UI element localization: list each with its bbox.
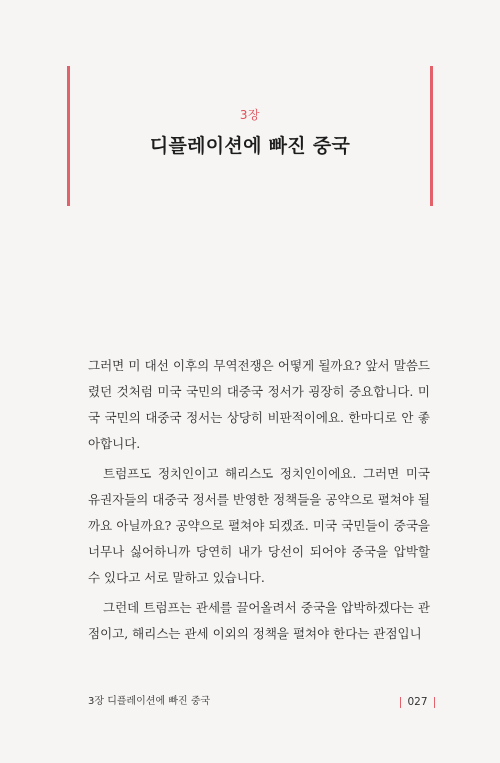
running-title: 3장 디플레이션에 빠진 중국 xyxy=(88,696,211,707)
chapter-rule-right xyxy=(430,66,433,206)
body-text xyxy=(88,353,430,651)
chapter-label: 3장 xyxy=(239,108,261,122)
page-number-bar-right xyxy=(434,697,436,708)
chapter-header xyxy=(70,105,430,159)
paragraph: 그런데 트럼프는 관세를 끌어올려서 중국을 압박하겠다는 관점이고, 해리스는 관세 이외의 정책을 펼쳐야 한다는 관점입니 xyxy=(88,600,430,641)
chapter-title: 디플레이션에 빠진 중국 xyxy=(149,135,351,157)
paragraph: 트럼프도 정치인이고 해리스도 정치인이에요. 그러면 미국 유권자들의 대중국 정서를 반영한 정책들을 공약으로 펼쳐야 될까요 아닐까요? 공약으로 펼쳐야 되겠죠. 미국 국민들이 중국을 너무나 싫어하니까 당연히 내가 당선이 되어야 중국을 압박할 수 있다고 서로 말하고 있습니다. xyxy=(88,466,430,585)
page-number-group xyxy=(400,694,435,710)
page-number: 027 xyxy=(407,696,428,708)
page-number-bar-left xyxy=(400,697,402,708)
paragraph: 그러면 미 대선 이후의 무역전쟁은 어떻게 될까요? 앞서 말씀드렸던 것처럼 미국 국민의 대중국 정서가 굉장히 중요합니다. 미국 국민의 대중국 정서는 상당히 비판적이에요. 한마디로 안 좋아합니다. xyxy=(88,358,430,451)
